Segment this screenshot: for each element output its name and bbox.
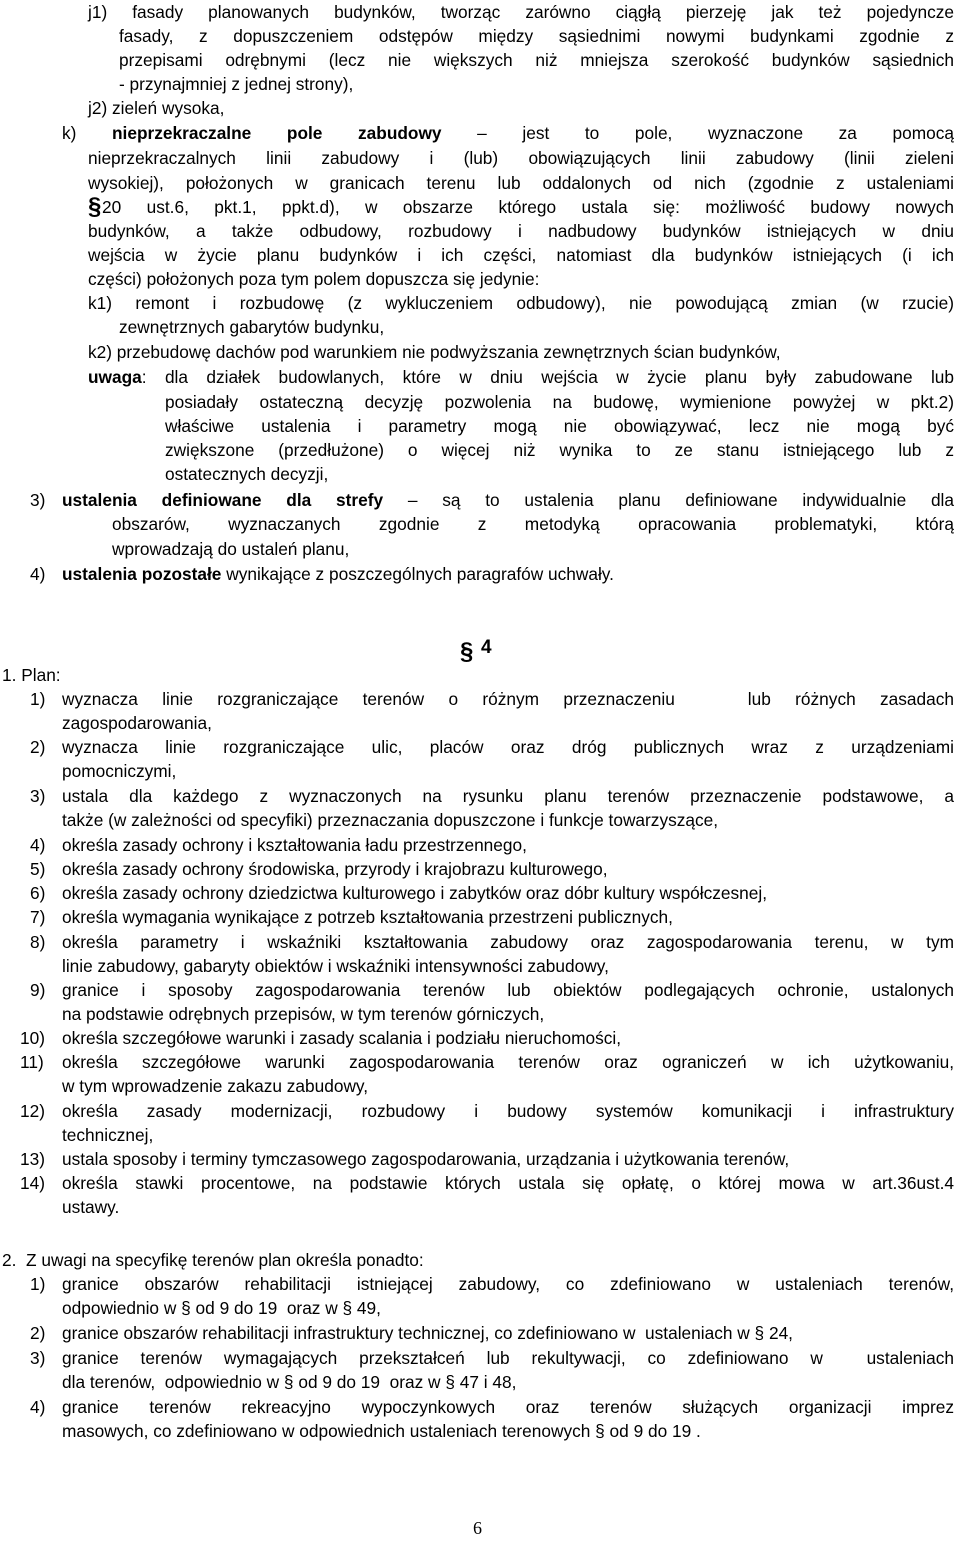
part2-item-number: 3) — [30, 1348, 46, 1368]
plan-item-line: linie zabudowy, gabaryty obiektów i wskaźniki intensywności zabudowy, — [62, 956, 609, 976]
page-number: 6 — [473, 1518, 482, 1538]
k-line: 20 ust.6, pkt.1, ppkt.d), w obszarze którego ustala się: możliwość budowy nowych — [102, 197, 954, 217]
j2-line: j2) zieleń wysoka, — [88, 98, 225, 118]
plan-item-number: 12) — [20, 1101, 45, 1121]
j1-line: fasady, z dopuszczeniem odstępów między sąsiednimi nowymi budynkami zgodnie z — [119, 26, 954, 46]
p3-first: – są to ustalenia planu definiowane indywidualnie dla — [383, 490, 955, 510]
uwaga-line: zwiększone (przedłużone) o więcej niż wynika to ze stanu istniejącego lub z — [165, 440, 954, 460]
plan-item-number: 7) — [30, 907, 46, 927]
k-line: wejścia w życie planu budynków i ich części, natomiast dla budynków istniejących (i ich — [88, 245, 954, 265]
plan-heading: 1. Plan: — [2, 665, 61, 685]
k-definition-line — [62, 121, 954, 145]
k-prefix: k) — [62, 123, 112, 143]
p3-line: obszarów, wyznaczanych zgodnie z metodyką opracowania problematyki, którą — [112, 514, 954, 534]
plan-item-number: 11) — [20, 1052, 44, 1072]
p4-line — [62, 562, 614, 586]
plan-item-number: 2) — [30, 737, 46, 757]
plan-item-line: określa zasady ochrony i kształtowania ładu przestrzennego, — [62, 835, 527, 855]
plan-item-number: 3) — [30, 786, 46, 806]
part2-item-line: granice obszarów rehabilitacji istniejącej zabudowy, co zdefiniowano w ustaleniach terenów, — [62, 1274, 954, 1294]
part2-item-line: masowych, co zdefiniowano w odpowiednich ustaleniach terenowych § od 9 do 19 . — [62, 1421, 701, 1441]
k-first: – jest to pole, wyznaczone za pomocą — [441, 123, 954, 143]
plan-item-number: 5) — [30, 859, 46, 879]
part2-item-line: dla terenów, odpowiednio w § od 9 do 19 oraz w § 47 i 48, — [62, 1372, 517, 1392]
part2-item-line: granice terenów wymagających przekształceń lub rekultywacji, co zdefiniowano w ustaleniach — [62, 1348, 954, 1368]
p3-line: wprowadzają do ustaleń planu, — [112, 539, 350, 559]
uwaga-first: : dla działek budowlanych, które w dniu wejścia w życie planu były zabudowane lub — [141, 367, 954, 387]
plan-item-number: 13) — [20, 1149, 45, 1169]
section-symbol: § — [460, 638, 474, 665]
plan-item-number: 10) — [20, 1028, 45, 1048]
k-line: części) położonych poza tym polem dopuszcza się jedynie: — [88, 269, 540, 289]
plan-item-line: zagospodarowania, — [62, 713, 212, 733]
uwaga-line — [88, 365, 954, 389]
k-line: nieprzekraczalnych linii zabudowy i (lub) obowiązujących linii zabudowy (linii zieleni — [88, 148, 954, 168]
plan-item-line: ustala sposoby i terminy tymczasowego zagospodarowania, urządzania i użytkowania terenów, — [62, 1149, 790, 1169]
part2-item-line: granice obszarów rehabilitacji infrastruktury technicznej, co zdefiniowano w ustaleniach w § 24, — [62, 1323, 793, 1343]
plan-item-line: określa stawki procentowe, na podstawie których ustala się opłatę, o której mowa w art.36ust.4 — [62, 1173, 954, 1193]
plan-item-line: określa parametry i wskaźniki kształtowania zabudowy oraz zagospodarowania terenu, w tym — [62, 932, 954, 952]
plan-item-line: określa szczegółowe warunki i zasady scalania i podziału nieruchomości, — [62, 1028, 622, 1048]
uwaga-line: właściwe ustalenia i parametry mogą nie obowiązywać, lecz nie mogą być — [165, 416, 954, 436]
part2-heading: 2. Z uwagi na specyfikę terenów plan określa ponadto: — [2, 1250, 424, 1270]
plan-item-line: w tym wprowadzenie zakazu zabudowy, — [62, 1076, 369, 1096]
uwaga-line: posiadały ostateczną decyzję pozwolenia na budowę, wymienione powyżej w pkt.2) — [165, 392, 954, 412]
p4-rest: wynikające z poszczególnych paragrafów uchwały. — [221, 564, 614, 584]
plan-item-line: określa zasady ochrony środowiska, przyrody i krajobrazu kulturowego, — [62, 859, 608, 879]
section-number: 4 — [481, 637, 492, 658]
j1-line: j1) fasady planowanych budynków, tworząc zarówno ciągłą pierzeję jak też pojedyncze — [88, 2, 954, 22]
plan-item-number: 4) — [30, 835, 46, 855]
j1-line: przepisami odrębnymi (lecz nie większych niż mniejsza szerokość budynków sąsiednich — [119, 50, 954, 70]
p4-number: 4) — [30, 564, 46, 584]
plan-item-line: określa wymagania wynikające z potrzeb kształtowania przestrzeni publicznych, — [62, 907, 673, 927]
plan-item-line: także (w zależności od specyfiki) przeznaczania dopuszczone i funkcje towarzyszące, — [62, 810, 719, 830]
part2-item-number: 1) — [30, 1274, 46, 1294]
plan-item-number: 9) — [30, 980, 46, 1000]
k-line: wysokiej), położonych w granicach terenu lub oddalonych od nich (zgodnie z ustaleniami — [88, 173, 954, 193]
plan-item-line: na podstawie odrębnych przepisów, w tym terenów górniczych, — [62, 1004, 545, 1024]
p3-number: 3) — [30, 490, 46, 510]
k1-line: zewnętrznych gabarytów budynku, — [119, 317, 385, 337]
k-term: nieprzekraczalne pole zabudowy — [112, 123, 442, 143]
plan-item-number: 8) — [30, 932, 46, 952]
part2-item-line: odpowiednio w § od 9 do 19 oraz w § 49, — [62, 1298, 381, 1318]
part2-item-line: granice terenów rekreacyjno wypoczynkowych oraz terenów służących organizacji imprez — [62, 1397, 954, 1417]
plan-item-number: 1) — [30, 689, 46, 709]
k1-line: k1) remont i rozbudowę (z wykluczeniem odbudowy), nie powodującą zmian (w rzucie) — [88, 293, 954, 313]
plan-item-number: 6) — [30, 883, 46, 903]
k-section-symbol: § — [88, 193, 102, 220]
plan-item-line: technicznej, — [62, 1125, 154, 1145]
plan-item-line: określa zasady ochrony dziedzictwa kulturowego i zabytków oraz dóbr kultury współczesnej, — [62, 883, 768, 903]
plan-item-line: ustala dla każdego z wyznaczonych na rysunku planu terenów przeznaczenie podstawowe, a — [62, 786, 954, 806]
part2-item-number: 2) — [30, 1323, 46, 1343]
p3-line — [62, 488, 954, 512]
plan-item-line: określa szczegółowe warunki zagospodarowania terenów oraz ograniczeń w ich użytkowaniu, — [62, 1052, 954, 1072]
p3-term: ustalenia definiowane dla strefy — [62, 490, 384, 510]
uwaga-label: uwaga — [88, 367, 142, 387]
plan-item-line: ustawy. — [62, 1197, 120, 1217]
uwaga-line: ostatecznych decyzji, — [165, 464, 329, 484]
part2-item-number: 4) — [30, 1397, 46, 1417]
plan-item-line: określa zasady modernizacji, rozbudowy i budowy systemów komunikacji i infrastruktury — [62, 1101, 954, 1121]
plan-item-line: wyznacza linie rozgraniczające ulic, placów oraz dróg publicznych wraz z urządzeniami — [62, 737, 954, 757]
plan-item-line: wyznacza linie rozgraniczające terenów o różnym przeznaczeniu lub różnych zasadach — [62, 689, 954, 709]
k-line: budynków, a także odbudowy, rozbudowy i nadbudowy budynków istniejących w dniu — [88, 221, 954, 241]
plan-item-line: granice i sposoby zagospodarowania terenów lub obiektów podlegających ochronie, ustalonych — [62, 980, 954, 1000]
p4-term: ustalenia pozostałe — [62, 564, 222, 584]
plan-item-line: pomocniczymi, — [62, 761, 177, 781]
plan-item-number: 14) — [20, 1173, 45, 1193]
k2-line: k2) przebudowę dachów pod warunkiem nie podwyższania zewnętrznych ścian budynków, — [88, 342, 781, 362]
j1-line: - przynajmniej z jednej strony), — [119, 74, 354, 94]
